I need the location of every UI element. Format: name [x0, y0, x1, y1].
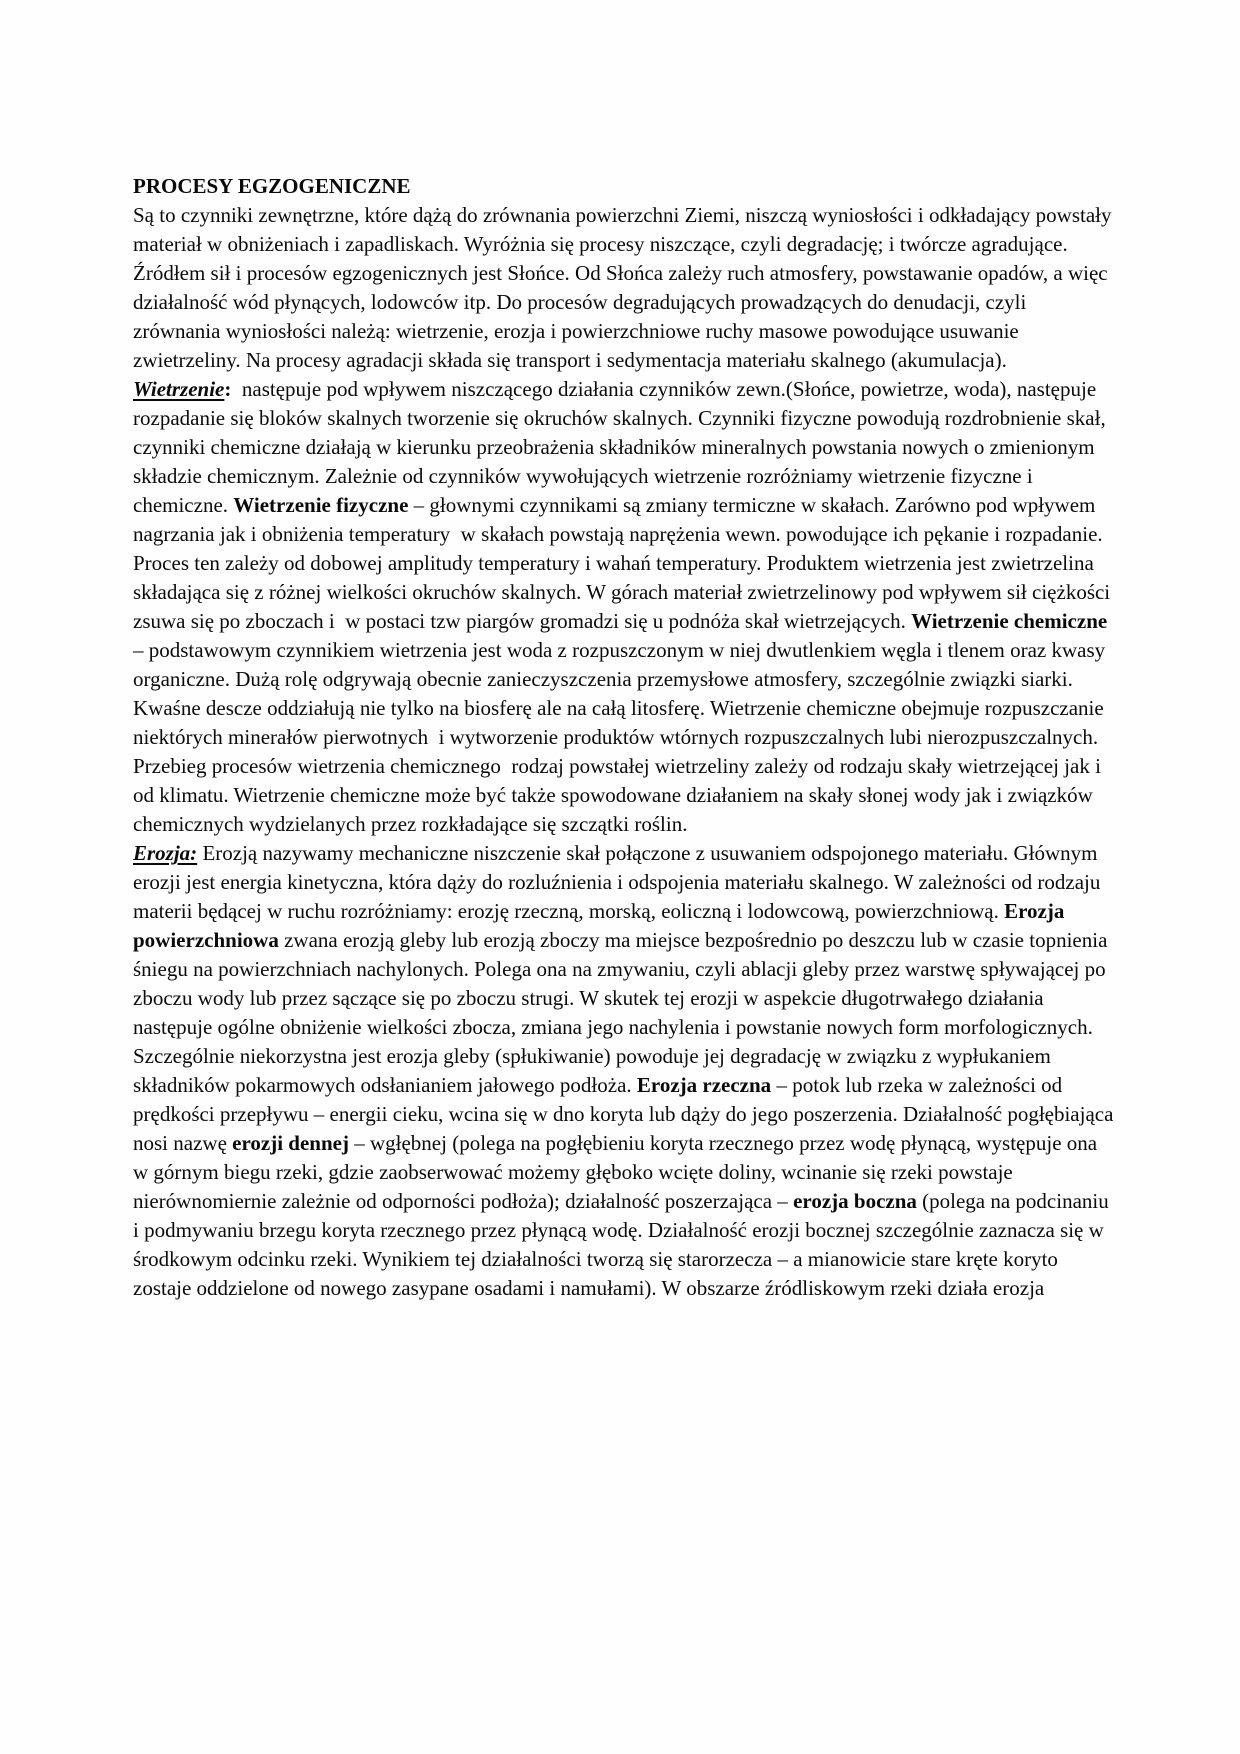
document-text	[133, 172, 1119, 1303]
paragraph-intro	[133, 201, 1115, 375]
text-run: – potok lub rzeka w zależności od prędkości przepływu – energii cieku, wcina się w dno koryta lub dąży do jego poszerzenia. Działalność pogłębiająca nosi nazwę	[133, 1073, 1119, 1155]
erozja-heading: Erozja:	[133, 841, 198, 865]
erozja-powierzchniowa-term: Erozja powierzchniowa	[133, 899, 1070, 952]
document-paragraphs	[133, 201, 1119, 1303]
wietrzenie-heading: Wietrzenie	[133, 377, 225, 401]
text-run: Erozją nazywamy mechaniczne niszczenie skał połączone z usuwaniem odspojonego materiału. Głównym erozji jest energia kinetyczna, która dąży do rozluźnienia i odspojenia materiału skalnego. W zależności od rodzaju materii będącej w ruchu rozróżniamy: erozję rzeczną, morską, eoliczną i lodowcową, powierzchniową.	[133, 841, 1106, 923]
text-run: zwana erozją gleby lub erozją zboczy ma miejsce bezpośrednio po deszczu lub w czasie topnienia śniegu na powierzchniach nachylonych. Polega ona na zmywaniu, czyli ablacji gleby przez warstwę spływającej po zboczu wody lub przez sączące się po zboczu strugi. W skutek tej erozji w aspekcie długotrwałego działania następuje ogólne obniżenie wielkości zbocza, zmiana jego nachylenia i powstanie nowych form morfologicznych. Szczególnie niekorzystna jest erozja gleby (spłukiwanie) powoduje jej degradację w związku z wypłukaniem składników pokarmowych odsłanianiem jałowego podłoża.	[133, 928, 1113, 1097]
document-title: PROCESY EGZOGENICZNE	[133, 174, 411, 198]
wietrzenie-chemiczne-term: Wietrzenie chemiczne	[911, 609, 1108, 633]
paragraph-wietrzenie	[133, 375, 1115, 839]
erozja-boczna-term: erozja boczna	[793, 1189, 917, 1213]
text-run: :	[224, 377, 232, 401]
wietrzenie-fizyczne-term: Wietrzenie fizyczne	[233, 493, 409, 517]
text-run: następuje pod wpływem niszczącego działania czynników zewn.(Słońce, powietrze, woda), następuje rozpadanie się bloków skalnych tworzenie się okruchów skalnych. Czynniki fizyczne powodują rozdrobnienie skał, czynniki chemiczne działają w kierunku przeobrażenia składników mineralnych powstania nowych o zmienionym składzie chemicznym. Zależnie od czynników wywołujących wietrzenie rozróżniamy wietrzenie fizyczne i chemiczne.	[133, 377, 1111, 517]
erozja-rzeczna-term: Erozja rzeczna	[636, 1073, 772, 1097]
text-run: Są to czynniki zewnętrzne, które dążą do zrównania powierzchni Ziemi, niszczą wyniosłości i odkładający powstały materiał w obniżeniach i zapadliskach. Wyróżnia się procesy niszczące, czyli degradację; i twórcze agradujące. Źródłem sił i procesów egzogenicznych jest Słońce. Od Słońca zależy ruch atmosfery, powstawanie opadów, a więc działalność wód płynących, lodowców itp. Do procesów degradujących prowadzących do denudacji, czyli zrównania wyniosłości należą: wietrzenie, erozja i powierzchniowe ruchy masowe powodujące usuwanie zwietrzeliny. Na procesy agradacji składa się transport i sedymentacja materiału skalnego (akumulacja).	[133, 203, 1117, 372]
text-run: (polega na podcinaniu i podmywaniu brzegu koryta rzecznego przez płynącą wodę. Działalność erozji bocznej szczególnie zaznacza się w środkowym odcinku rzeki. Wynikiem tej działalności tworzą się starorzecza – a mianowicie stare kręte koryto zostaje oddzielone od nowego zasypane osadami i namułami). W obszarze źródliskowym rzeki działa erozja	[133, 1189, 1114, 1300]
paragraph-erozja	[133, 839, 1119, 1303]
erozja-denna-term: erozji dennej	[232, 1131, 349, 1155]
text-run: – głownymi czynnikami są zmiany termiczne w skałach. Zarówno pod wpływem nagrzania jak i obniżenia temperatury w skałach powstają naprężenia wewn. powodujące ich pękanie i rozpadanie. Proces ten zależy od dobowej amplitudy temperatury i wahań temperatury. Produktem wietrzenia jest zwietrzelina składająca się z różnej wielkości okruchów skalnych. W górach materiał zwietrzelinowy pod wpływem sił ciężkości zsuwa się po zboczach i w postaci tzw piargów gromadzi się u podnóża skał wietrzejących.	[133, 493, 1116, 633]
text-run: – podstawowym czynnikiem wietrzenia jest woda z rozpuszczonym w niej dwutlenkiem węgla i tlenem oraz kwasy organiczne. Dużą rolę odgrywają obecnie zanieczyszczenia przemysłowe atmosfery, szczególnie związki siarki. Kwaśne descze oddziałują nie tylko na biosferę ale na całą litosferę. Wietrzenie chemiczne obejmuje rozpuszczanie niektórych minerałów pierwotnych i wytworzenie produktów wtórnych rozpuszczalnych lubi nierozpuszczalnych. Przebieg procesów wietrzenia chemicznego rodzaj powstałej wietrzeliny zależy od rodzaju skały wietrzejącej jak i od klimatu. Wietrzenie chemiczne może być także spowodowane działaniem na skały słonej wody jak i związków chemicznych wydzielanych przez rozkładające się szczątki roślin.	[133, 609, 1113, 836]
text-run: – wgłębnej (polega na pogłębieniu koryta rzecznego przez wodę płynącą, występuje ona w górnym biegu rzeki, gdzie zaobserwować możemy głęboko wcięte doliny, wcinanie się rzeki powstaje nierównomiernie zależnie od odporności podłoża); działalność poszerzająca –	[133, 1131, 1103, 1213]
